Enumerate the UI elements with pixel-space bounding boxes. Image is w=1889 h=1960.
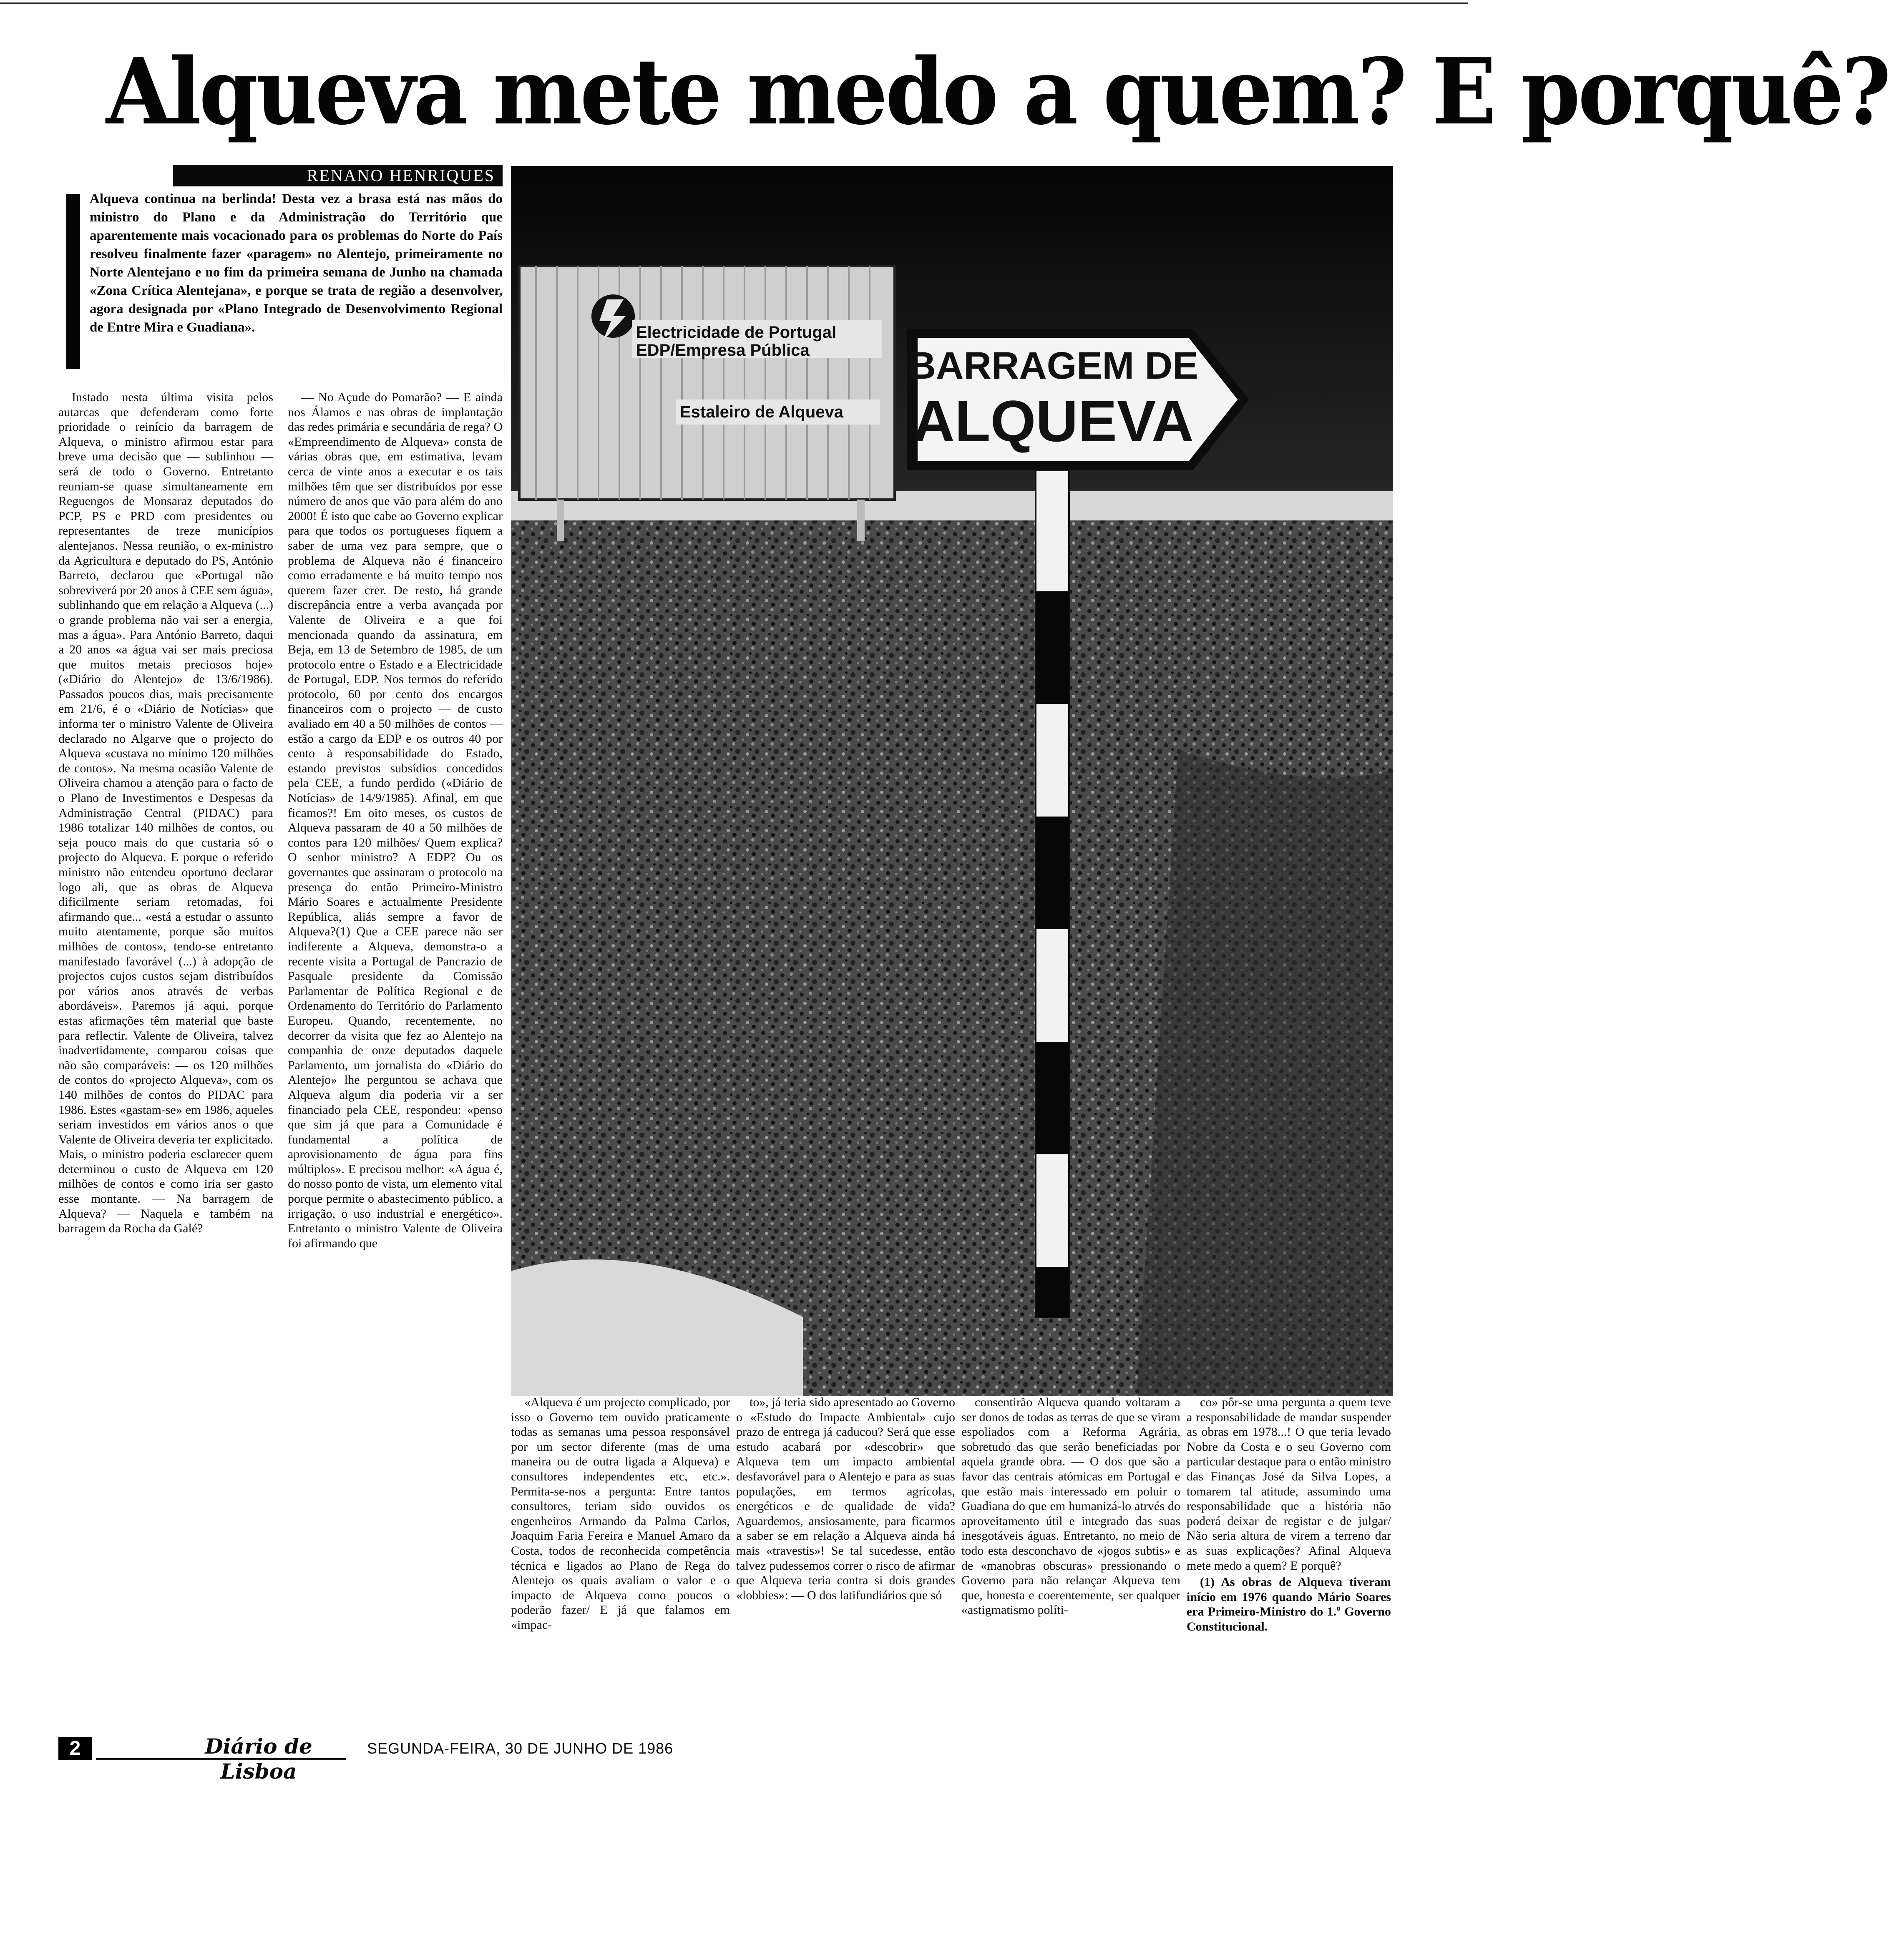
column-1-text: Instado nesta última visita pelos autarcas que defenderam como forte prioridade o reinício da barragem de Alqueva, o ministro afirmou estar para breve uma decisão que — sublinhou — será de todo o Governo. Entretanto reuniam-se quase simultaneamente em Reguengos de Monsaraz deputados do PCP, PS e PRD com presidentes ou representantes de treze municípios alentejanos. Nessa reunião, o ex-ministro da Agricultura e deputado do PS, António Barreto, declarou que «Portugal não sobreviverá por 20 anos à CEE sem água», sublinhando que em relação a Alqueva (...) o grande problema não vai ser a energia, mas a água». Para António Barreto, daqui a 20 anos «a água vai ser mais preciosa que muitos metais preciosos hoje» («Diário do Alentejo» de 13/6/1986). Passados poucos dias, mais precisamente em 21/6, é o «Diário de Notícias» que informa ter o ministro Valente de Oliveira declarado no Algarve que o projecto do Alqueva «custava no mínimo 120 milhões de contos». Na mesma ocasião Valente de Oliveira chamou a atenção para o facto de o Plano de Investimentos e Despesas da Administração Central (PIDAC) para 1986 totalizar 140 milhões de contos, ou seja pouco mais do que custaria só o projecto do Alqueva. E porque o referido ministro não entendeu oportuno declarar logo ali, que as obras de Alqueva dificilmente seriam retomadas, foi afirmando que... «está a estudar o assunto muito atentamente, porque são muitos milhões de contos», tendo-se entretanto manifestado favorável (...) à adopção de projectos cujos custos sejam distribuídos por vários anos através de verbas abordáveis». Paremos já aqui, porque estas afirmações têm material que baste para reflectir. Valente de Oliveira, talvez inadvertidamente, comparou coisas que não são comparáveis: — os 120 milhões de contos do «projecto Alqueva», com os 140 milhões de contos do PIDAC para 1986. Estes «gastam-se» em 1986, aqueles seriam investidos em vários anos o que Valente de Oliveira deveria ter explicitado. Mais, o ministro poderia esclarecer quem determinou o custo de Alqueva em 120 milhões de contos e como iria ser gasto esse montante. — Na barragem de Alqueva? — Naquela e também na barragem da Rocha da Galé? (58, 390, 273, 1236)
lead-paragraph: Alqueva continua na berlinda! Desta vez a brasa está nas mãos do ministro do Plano e da Administração do Território que aparentemente mais vocacionado para os problemas do Norte do País resolveu finalmente fazer «paragem» no Alentejo, primeiramente no Norte Alentejano e no fim da primeira semana de Junho na chamada «Zona Crítica Alentejana», e porque se trata de região a desenvolver, agora designada por «Plano Integrado de Desenvolvimento Regional de Entre Mira e Guadiana». (90, 191, 503, 335)
barragem-sign (907, 329, 1249, 470)
billboard-line-1: Electricidade de Portugal (636, 323, 837, 342)
lead-bar (66, 194, 80, 369)
byline: RENANO HENRIQUES (307, 166, 495, 185)
footnote: (1) As obras de Alqueva tiveram início em 1976 quando Mário Soares era Primeiro-Ministro do 1.º Governo Constitucional. (1187, 1575, 1391, 1633)
billboard-line-2: EDP/Empresa Pública (636, 341, 810, 359)
article-column-2 (288, 390, 503, 1724)
article-column-6 (1187, 1395, 1391, 1737)
column-3-text: «Alqueva é um projecto complicado, por isso o Governo tem ouvido praticamente todas as semanas uma pessoa responsável por um sector diferente (mas de uma maneira ou de outra ligada a Alqueva) e consultores independentes etc, etc.». Permita-se-nos a pergunta: Entre tantos consultores, teriam sido ouvidos os engenheiros Armando da Palma Carlos, Joaquim Faria Fereira e Manuel Amaro da Costa, todos de reconhecida competência técnica e ligados ao Plano de Rega do Alentejo os quais avaliam o valor e o impacto de Alqueva como poucos o poderão fazer/ E já que falamos em «impac- (511, 1395, 730, 1632)
page-number: 2 (58, 1737, 92, 1760)
column-4-text: to», já teria sido apresentado ao Governo o «Estudo do Impacte Ambiental» cujo prazo de entrega já caducou? Será que esse estudo acabará por «descobrir» que Alqueva tem um impacto ambiental desfavorável para o Alentejo e para as suas populações, em termos agrícolas, energéticos e de qualidade de vida? Aguardemos, ansiosamente, para ficarmos a saber se em relação a Alqueva ainda há mais «travestis»! Se tal sucedesse, então talvez pudessemos correr o risco de afirmar que Alqueva teria contra si dois grandes «lobbies»: — O dos latifundiários que só (736, 1395, 955, 1602)
sign-post (1036, 470, 1069, 1317)
issue-date: SEGUNDA-FEIRA, 30 DE JUNHO DE 1986 (367, 1740, 674, 1757)
headline: Alqueva mete medo a quem? E porquê? (106, 38, 1889, 145)
column-6-text: co» pôr-se uma pergunta a quem teve a responsabilidade de mandar suspender as obras em 1978...! O que teria levado Nobre da Costa e o seu Governo com particular destaque para o então ministro das Finanças José da Silva Lopes, a tomarem tal atitude, assumindo uma responsabilidade que a história não poderá deixar de registar e de julgar/ Não seria altura de virem a terreno dar as suas explicações? Afinal Alqueva mete medo a quem? E porquê? (1187, 1395, 1391, 1573)
edp-billboard (519, 266, 895, 541)
article-column-3 (511, 1395, 730, 1729)
sign-line-2: ALQUEVA (912, 388, 1194, 454)
column-5-text: consentirão Alqueva quando voltaram a ser donos de todas as terras de que se viram espoliados com a Reforma Agrária, sobretudo das que serão beneficiadas por aquela grande obra. — O dos que são a favor das centrais atómicas em Portugal e que estão mais interessado em poluir o Guadiana do que em humanizá-lo atrvés do aproveitamento útil e integrado das suas inesgotáveis águas. Entretanto, no meio de todo esta desconchavo de «jogos subtis» e de «manobras obscuras» pressionando o Governo para não relançar Alqueva tem que, honesta e coerentemente, ser qualquer «astigmatismo políti- (961, 1395, 1180, 1617)
billboard-line-3: Estaleiro de Alqueva (680, 403, 843, 421)
top-rule (0, 3, 1468, 4)
sign-line-1: BARRAGEM DE (908, 344, 1198, 387)
article-column-5 (961, 1395, 1180, 1729)
byline-bar (173, 165, 503, 186)
newspaper-name: Diário de Lisboa (205, 1734, 312, 1784)
alqueva-sign-photo (511, 166, 1393, 1396)
article-column-4 (736, 1395, 955, 1729)
article-column-1 (58, 390, 273, 1724)
column-2-text: — No Açude do Pomarão? — E ainda nos Álamos e nas obras de implantação das redes primária e secundária de rega? O «Empreendimento de Alqueva» consta de várias obras que, em estimativa, levam cerca de vinte anos a executar e os tais milhões têm que ser distribuídos por esse número de anos que vão para além do ano 2000! É isto que cabe ao Governo explicar para que todos os portugueses fiquem a saber de uma vez para sempre, que o problema de Alqueva não é financeiro como erradamente e há muito tempo nos querem fazer crer. De resto, há grande discrepância entre a verba avançada por Valente de Oliveira e a que foi mencionada quando da assinatura, em Beja, em 13 de Setembro de 1985, de um protocolo entre o Estado e a Electricidade de Portugal, EDP. Nos termos do referido protocolo, 60 por cento dos encargos financeiros com o projecto — de custo avaliado em 40 a 50 milhões de contos — estão a cargo da EDP e os outros 40 por cento à responsabilidade do Estado, estando previstos subsídios concedidos pela CEE, a fundo perdido («Diário de Notícias» de 14/9/1985). Afinal, em que ficamos?! Em oito meses, os custos de Alqueva passaram de 40 a 50 milhões de contos para 120 milhões/ Quem explica? O senhor ministro? A EDP? Ou os governantes que assinaram o protocolo na presença do então Primeiro-Ministro Mário Soares e actualmente Presidente República, aliás sempre a favor de Alqueva?(1) Que a CEE parece não ser indiferente a Alqueva, demonstra-o a recente visita a Portugal de Pancrazio de Pasquale presidente da Comissão Parlamentar de Política Regional e de Ordenamento do Território do Parlamento Europeu. Quando, recentemente, no decorrer da visita que fez ao Alentejo na companhia de onze deputados daquele Parlamento, um jornalista do «Diário do Alentejo» lhe perguntou se achava que Alqueva algum dia poderia vir a ser financiado pela CEE, respondeu: «penso que sim já que para a Comunidade é fundamental a política de aprovisionamento de água para fins múltiplos». E precisou melhor: «A água é, do nosso ponto de vista, um elemento vital porque permite o abastecimento público, a irrigação, o uso industrial e energético». Entretanto o ministro Valente de Oliveira foi afirmando que (288, 390, 503, 1250)
